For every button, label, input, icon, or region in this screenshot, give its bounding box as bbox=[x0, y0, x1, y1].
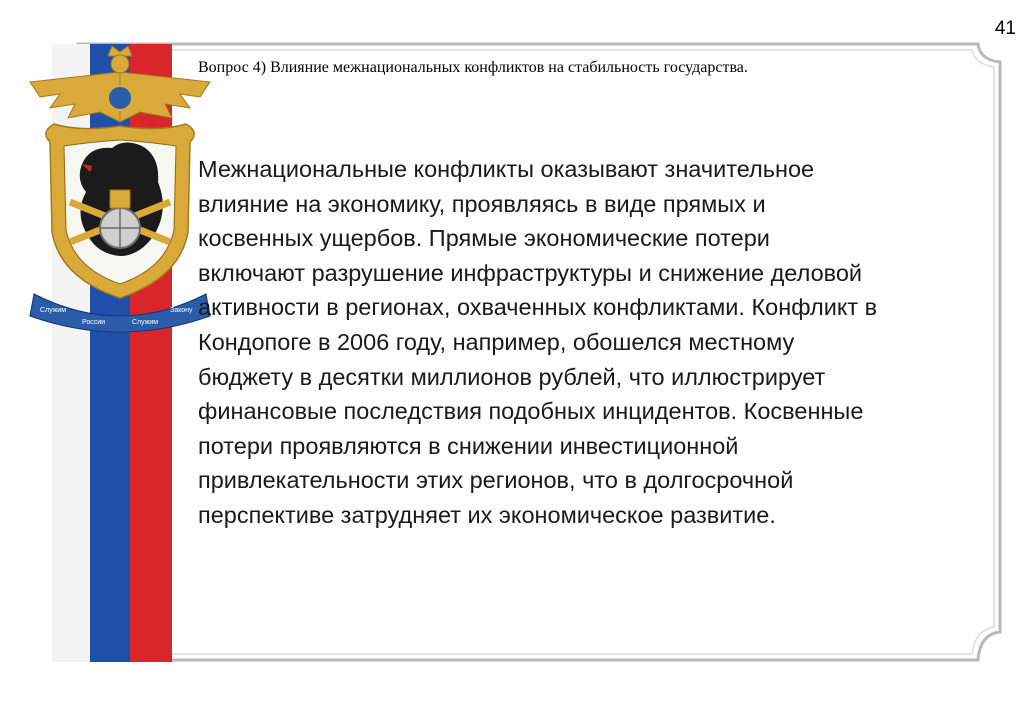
body-line: финансовые последствия подобных инцидентов. Косвенные bbox=[198, 398, 864, 425]
body-line: привлекательности этих регионов, что в долгосрочной bbox=[198, 467, 794, 494]
body-line: Межнациональные конфликты оказывают значительное bbox=[198, 156, 815, 182]
page-number: 41 bbox=[994, 18, 1016, 39]
body-line: активности в регионах, охваченных конфликтами. Конфликт в bbox=[198, 294, 878, 321]
ribbon-word-3: Служим bbox=[132, 319, 159, 326]
ribbon-word-2: России bbox=[82, 319, 106, 326]
question-title: Вопрос 4) Влияние межнациональных конфликтов на стабильность государства. bbox=[198, 59, 748, 76]
body-line: потери проявляются в снижении инвестиционной bbox=[198, 432, 739, 459]
body-line: косвенных ущербов. Прямые экономические потери bbox=[198, 225, 770, 252]
ribbon-word-1: Служим bbox=[40, 307, 67, 314]
body-line: бюджету в десятки миллионов рублей, что иллюстрирует bbox=[198, 363, 826, 390]
body-line: Кондопоге в 2006 году, например, обошелся местному bbox=[198, 328, 795, 355]
ribbon-word-4: Закону bbox=[170, 307, 193, 314]
body-line: перспективе затрудняет их экономическое развитие. bbox=[198, 501, 776, 528]
coat-of-arms-icon bbox=[20, 42, 220, 342]
body-line: влияние на экономику, проявляясь в виде прямых и bbox=[198, 190, 766, 217]
body-text bbox=[198, 152, 988, 533]
body-line: включают разрушение инфраструктуры и снижение деловой bbox=[198, 259, 863, 286]
